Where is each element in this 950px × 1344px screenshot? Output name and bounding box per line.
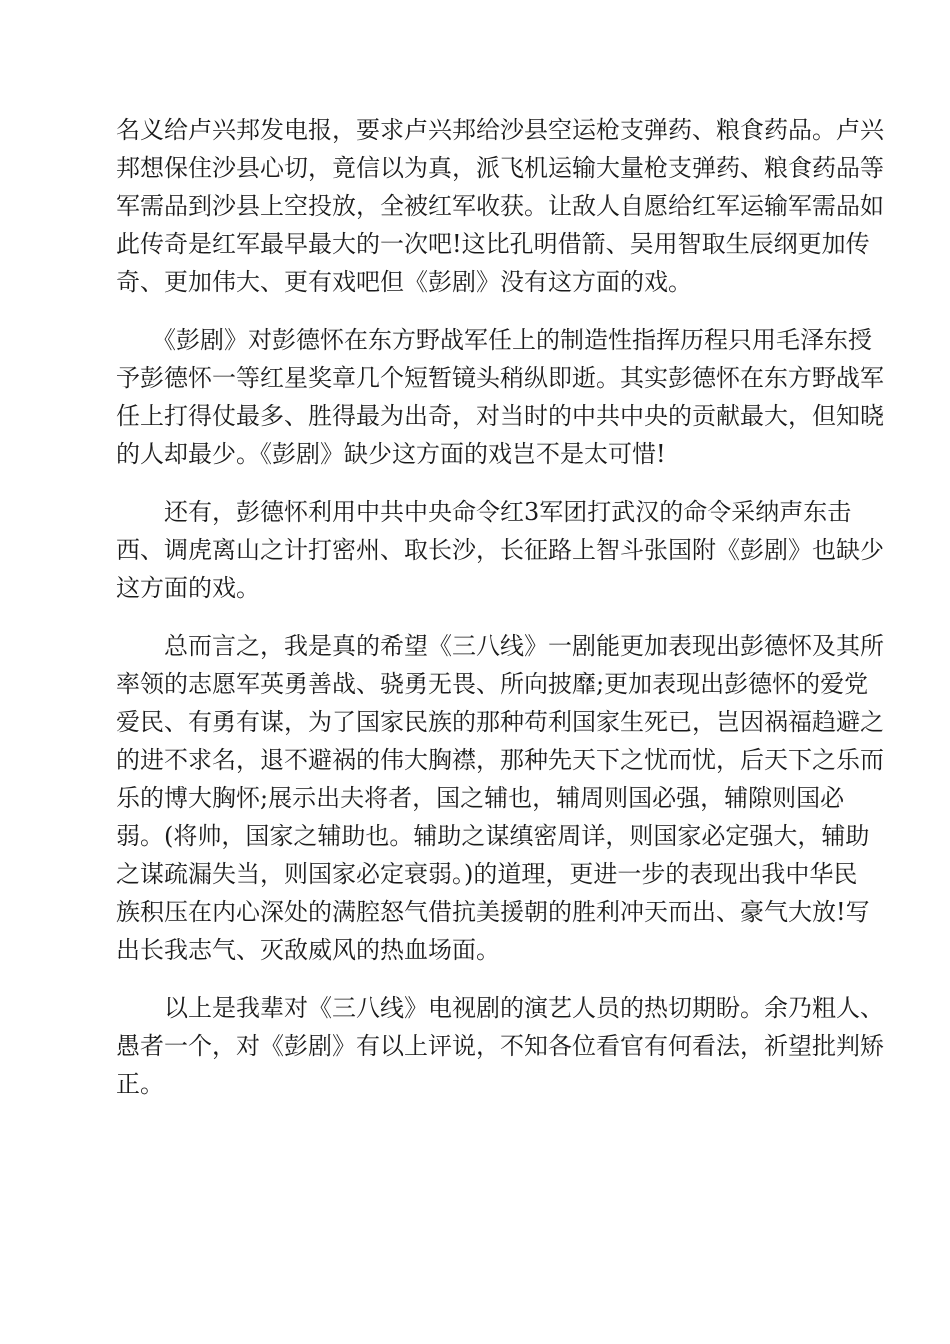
document-body <box>116 111 884 1123</box>
text-line: 的人却最少。《彭剧》缺少这方面的戏岂不是太可惜! <box>116 440 666 468</box>
text-line: 西、调虎离山之计打密州、取长沙，长征路上智斗张国附《彭剧》也缺少 <box>116 536 884 564</box>
text-line: 这方面的戏。 <box>116 574 260 602</box>
text-line: 奇、更加伟大、更有戏吧但《彭剧》没有这方面的戏。 <box>116 268 692 296</box>
text-line: 还有，彭德怀利用中共中央命令红3军团打武汉的命令采纳声东击 <box>116 498 852 526</box>
text-line: 乐的博大胸怀;展示出夫将者，国之辅也，辅周则国必强，辅隙则国必 <box>116 784 845 812</box>
paragraph-3 <box>116 493 884 607</box>
text-line: 出长我志气、灭敌威风的热血场面。 <box>116 936 500 964</box>
text-line: 予彭德怀一等红星奖章几个短暂镜头稍纵即逝。其实彭德怀在东方野战军 <box>116 364 884 392</box>
text-line: 以上是我辈对《三八线》电视剧的演艺人员的热切期盼。余乃粗人、 <box>116 994 884 1022</box>
text-line: 爱民、有勇有谋，为了国家民族的那种苟利国家生死已，岂因祸福趋避之 <box>116 708 884 736</box>
text-line: 之谋疏漏失当，则国家必定衰弱。)的道理，更进一步的表现出我中华民 <box>116 860 858 888</box>
text-line: 任上打得仗最多、胜得最为出奇，对当时的中共中央的贡献最大，但知晓 <box>116 402 884 430</box>
paragraph-1 <box>116 111 884 301</box>
paragraph-5 <box>116 989 884 1103</box>
paragraph-2 <box>116 321 884 473</box>
paragraph-4 <box>116 627 884 969</box>
text-line: 族积压在内心深处的满腔怒气借抗美援朝的胜利冲天而出、豪气大放!写 <box>116 898 870 926</box>
text-line: 正。 <box>116 1070 164 1098</box>
text-line: 军需品到沙县上空投放，全被红军收获。让敌人自愿给红军运输军需品如 <box>116 192 884 220</box>
text-line: 此传奇是红军最早最大的一次吧!这比孔明借箭、吴用智取生辰纲更加传 <box>116 230 870 258</box>
text-line: 率领的志愿军英勇善战、骁勇无畏、所向披靡;更加表现出彭德怀的爱党 <box>116 670 869 698</box>
text-line: 《彭剧》对彭德怀在东方野战军任上的制造性指挥历程只用毛泽东授 <box>116 326 872 354</box>
text-line: 弱。(将帅，国家之辅助也。辅助之谋缜密周详，则国家必定强大，辅助 <box>116 822 870 850</box>
text-line: 邦想保住沙县心切，竟信以为真，派飞机运输大量枪支弹药、粮食药品等 <box>116 154 884 182</box>
text-line: 总而言之，我是真的希望《三八线》一剧能更加表现出彭德怀及其所 <box>116 632 884 660</box>
text-line: 愚者一个，对《彭剧》有以上评说，不知各位看官有何看法，祈望批判矫 <box>116 1032 884 1060</box>
text-line: 的进不求名，退不避祸的伟大胸襟，那种先天下之忧而忧，后天下之乐而 <box>116 746 884 774</box>
text-line: 名义给卢兴邦发电报，要求卢兴邦给沙县空运枪支弹药、粮食药品。卢兴 <box>116 116 884 144</box>
